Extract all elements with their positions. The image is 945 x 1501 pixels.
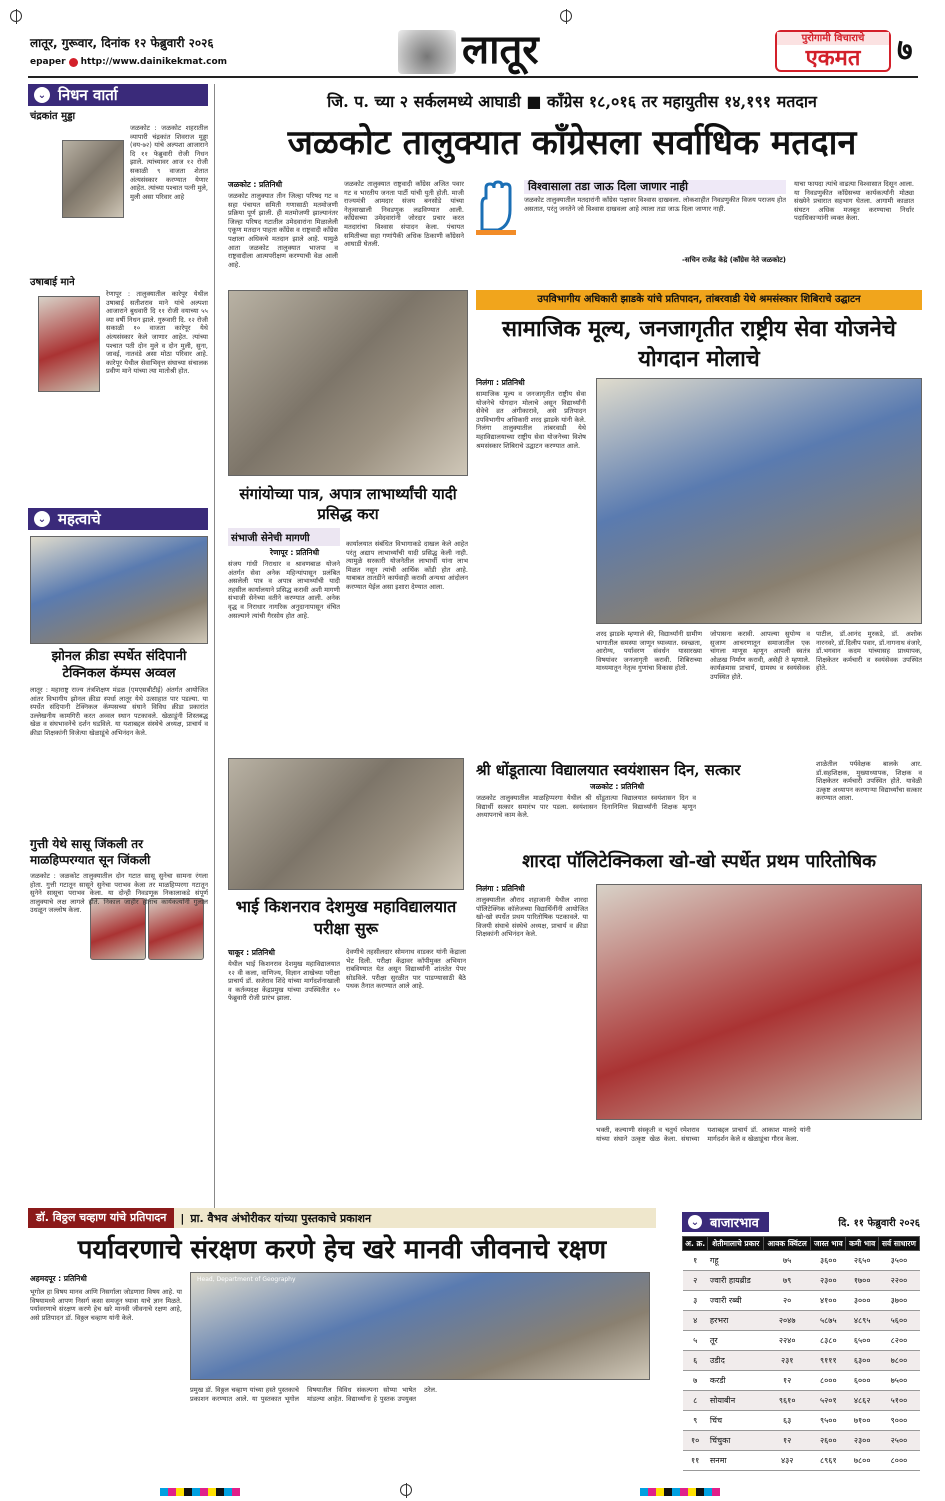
- table-cell: २६००: [811, 1431, 846, 1451]
- env-kicker: प्रा. वैभव अंभोरीकर यांच्या पुस्तकाचे प्रकाशन: [190, 1211, 372, 1225]
- lead-column: जळकोट तालुक्यात राष्ट्रवादी काँग्रेस अजित पवार गट व भारतीय जनता पार्टी यांची युती होती. माजी राज्यमंत्री आमदार संजय बनसोडे यांच्या नेतृत्वाखाली निवडणूक लढविण्यात आली. काँग्रेसच्या उमेदवारांनी जोरदार प्रचार करत मतदारांचा विश्वास संपादन केला. पंचायत समितीच्या सहा गणांपैकी अधिक ठिकाणी काँग्रेसने आघाडी घेतली.: [344, 180, 464, 249]
- table-cell: ७५००: [878, 1371, 919, 1391]
- table-row: [683, 1331, 920, 1351]
- table-cell: ३७००: [878, 1291, 919, 1311]
- table-cell: १७००: [846, 1271, 878, 1291]
- column-divider: [214, 84, 215, 1222]
- kho-body: भक्ती, कल्याणी संस्कृती व चतुर्थ रमेशराव यांच्या संघाने उत्कृष्ट खेळ केला. संघाच्या यशाबद्दल प्राचार्य डॉ. आकाश मालदे यांनी मार्गदर्शन केले व खेळाडूंचा गौरव केला.: [596, 1126, 811, 1143]
- table-cell: ५: [683, 1331, 708, 1351]
- table-cell: ९६१०: [764, 1391, 811, 1411]
- lead-headline: जळकोट तालुक्यात काँग्रेसला सर्वाधिक मतदान: [287, 123, 857, 163]
- kho-team-photo: [596, 884, 922, 1120]
- table-cell: २: [683, 1271, 708, 1291]
- swayam-body: शाळेतील पर्यवेक्षक बालके आर. डॉ.सहशिक्षक, मुख्याध्यापक, शिक्षक व शिक्षकेतर कर्मचारी उपस्थित होते. यावेळी उत्कृष्ट अध्यापन करणाऱ्या विद्यार्थ्यांचा सत्कार करण्यात आला.: [816, 760, 922, 803]
- env-body: भूगोल हा विषय मानव आणि निसर्गाला जोडणारा विषय आहे. या विषयामध्ये आपण निसर्ग कसा समजून घ्यावा याचे ज्ञान मिळते. पर्यावरणाचे संरक्षण करणे हेच खरे मानवी जीवनाचे रक्षण आहे, असे प्रतिपादन डॉ. विठ्ठल चव्हाण यांनी केले.: [30, 1288, 182, 1322]
- table-cell: करडी: [708, 1371, 764, 1391]
- table-cell: ७८००: [846, 1451, 878, 1471]
- table-cell: ८२००: [878, 1331, 919, 1351]
- market-label-bar: [682, 1212, 769, 1232]
- obituary-label: निधन वार्ता: [58, 86, 118, 104]
- website-link[interactable]: http://www.dainikekmat.com: [80, 57, 228, 67]
- masthead-rule: [28, 76, 918, 78]
- table-cell: ७१००: [846, 1411, 878, 1431]
- globe-icon: [69, 58, 78, 67]
- sangay-body: संजय गांधी निराधार व श्रावणबाळ योजने अंतर्गत सेवा अनेक महिन्यांपासून प्रलंबित असलेली पात्र व अपात्र लाभार्थ्यांची यादी तहसील कार्यालयाने प्रसिद्ध करावी अशी मागणी संभाजी सेनेच्या वतीने करण्यात आली. अनेक वृद्ध व निराधार नागरिक अनुदानापासून वंचित असल्याने त्यांची गैरसोय होत आहे.: [228, 560, 340, 620]
- chevron-down-icon: ⌄: [34, 87, 50, 103]
- exam-body: येथील भाई किशनराव देशमुख महाविद्यालयात १२ वी कला, वाणिज्य, विज्ञान शाखेच्या परीक्षा प्राचार्य डॉ. सजेराव शिंदे यांच्या मार्गदर्शनाखाली व कर्तव्यदक्ष केंद्रप्रमुख यांच्या उपस्थितीत १० फेब्रुवारी रोजी प्रारंभ झाला.: [228, 960, 340, 1003]
- book-launch-photo: [190, 1272, 650, 1380]
- table-cell: चिंचुका: [708, 1431, 764, 1451]
- table-cell: ८९६१: [811, 1451, 846, 1471]
- table-cell: ९५००: [811, 1411, 846, 1431]
- column-header: शेतीमालाचे प्रकार: [708, 1237, 764, 1251]
- table-cell: ७८००: [878, 1351, 919, 1371]
- env-kicker-bar: [28, 1208, 656, 1228]
- market-box: [682, 1212, 920, 1472]
- market-label: बाजारभाव: [710, 1216, 759, 1231]
- lead-byline: जळकोट : प्रतिनिधी: [228, 180, 283, 189]
- quote-body: जळकोट तालुक्यातील मतदारांनी काँग्रेस पक्षावर विश्वास दाखवला. लोकशाहीत निवडणुकीत विजय पराजय होत असतात, परंतु जनतेने जो विश्वास दाखवला आहे त्याला तडा जाऊ दिला जाणार नाही.: [524, 196, 786, 213]
- table-cell: ज्वारी हायब्रीड: [708, 1271, 764, 1291]
- table-row: [683, 1251, 920, 1271]
- table-cell: उडीद: [708, 1351, 764, 1371]
- banner-text: Head, Department of Geography: [197, 1276, 296, 1283]
- swayam-headline: श्री धोंडूतात्या विद्यालयात स्वयंशासन दिन, सत्कार: [476, 761, 741, 779]
- lead-column: जळकोट तालुक्यात तीन जिल्हा परिषद गट व सहा पंचायत समिती गणासाठी मतमोजणी प्रक्रिया पूर्ण झाली. ही मतमोजणी झाल्यानंतर जिल्हा परिषद गटातील उमेदवारांना मिळालेली एकूण मतदान पाहता काँग्रेस व राष्ट्रवादी काँग्रेस पक्षाला अधिकचे मतदान झाले आहे. यामुळे आता जळकोट तालुक्यात भाजपा व राष्ट्रवादीला आत्मपरीक्षण करण्याची वेळ आली आहे.: [228, 192, 338, 269]
- table-cell: ६३: [764, 1411, 811, 1431]
- market-header: [682, 1212, 920, 1232]
- env-headline: पर्यावरणाचे संरक्षण करणे हेच खरे मानवी जीवनाचे रक्षण: [77, 1235, 607, 1265]
- column-header: आवक क्विंटल: [764, 1237, 811, 1251]
- brand-logo: [775, 30, 891, 72]
- kho-byline: निलंगा : प्रतिनिधी: [476, 884, 525, 893]
- table-cell: ५१००: [878, 1391, 919, 1411]
- quote-box: [524, 180, 786, 278]
- nss-headline: सामाजिक मूल्य, जनजागृतीत राष्ट्रीय सेवा योजनेचे योगदान मोलाचे: [502, 316, 896, 372]
- table-cell: ८०००: [811, 1371, 846, 1391]
- table-cell: सनमा: [708, 1451, 764, 1471]
- quote-attribution: -सचिन राजेंद्र केंद्रे (काँग्रेस नेते जळकोट): [681, 256, 786, 264]
- chevron-down-icon: ⌄: [688, 1215, 702, 1229]
- table-cell: ४३२: [764, 1451, 811, 1471]
- column-header: जास्त भाव: [811, 1237, 846, 1251]
- table-cell: ८०००: [878, 1451, 919, 1471]
- table-cell: ४८६२: [846, 1391, 878, 1411]
- nss-event-photo: [596, 378, 922, 624]
- brand-name: एकमत: [805, 45, 861, 71]
- sangay-subheading: संभाजी सेनेची मागणी: [228, 528, 340, 546]
- table-cell: १२: [764, 1371, 811, 1391]
- congress-hand-icon: [472, 180, 520, 236]
- sangay-byline: रेणापूर : प्रतिनिधी: [270, 548, 320, 557]
- table-cell: ५८७५: [811, 1311, 846, 1331]
- section-title: लातूर: [462, 26, 539, 73]
- obituary-label-bar: [28, 84, 208, 106]
- table-row: [683, 1451, 920, 1471]
- table-cell: ३६००: [811, 1251, 846, 1271]
- congress-hand-icon: [472, 180, 520, 236]
- epaper-line: [30, 57, 227, 67]
- table-cell: २०: [764, 1291, 811, 1311]
- sports-team-photo: [30, 536, 208, 644]
- table-cell: ४: [683, 1311, 708, 1331]
- table-cell: ७५: [764, 1251, 811, 1271]
- table-cell: २२००: [878, 1271, 919, 1291]
- registration-mark-icon: [400, 1484, 412, 1496]
- chevron-down-icon: ⌄: [34, 511, 50, 527]
- obituary-body: रेणापूर : तालुक्यातील कारेपूर येथील उषाबाई सतीशराव माने यांचे अल्पशा आजाराने बुधवारी दि ११ रोजी वयाच्या ५५ व्या वर्षी निधन झाले. गुरूवारी दि. १२ रोजी सकाळी १० वाजता कारेपूर येथे अंत्यसंस्कार केले जाणार आहेत. त्यांच्या पश्चात पती दोन मुले व दोन मुली, सुना, जावई, नातवंडे असा मोठा परिवार आहे. कारेपूर येथील सेवाभिवृत्त संघाच्या संचालक प्रवीण माने यांच्या त्या मातोश्री होत.: [106, 290, 208, 376]
- column-header: अ. क्र.: [683, 1237, 708, 1251]
- brand-tagline: पुरोगामी विचाराचे: [777, 32, 889, 45]
- table-cell: ९: [683, 1411, 708, 1431]
- column-header: कमी भाव: [846, 1237, 878, 1251]
- table-cell: ८३८०: [811, 1331, 846, 1351]
- table-cell: ४१००: [811, 1291, 846, 1311]
- table-cell: ११: [683, 1451, 708, 1471]
- nss-byline: निलंगा : प्रतिनिधी: [476, 378, 525, 387]
- obituary-name: उषाबाई माने: [30, 277, 75, 288]
- registration-mark-icon: [10, 10, 22, 22]
- exam-headline: भाई किशनराव देशमुख महाविद्यालयात परीक्षा सुरू: [235, 897, 457, 938]
- table-cell: २३००: [846, 1431, 878, 1451]
- story-body: लातूर : महाराष्ट्र राज्य तंत्रशिक्षण मंडळ (एमएसबीटीई) अंतर्गत आयोजित आंतर विभागीय झोनल क्रीडा स्पर्धा लातूर येथे उत्साहात पार पडल्या. या स्पर्धेत संदिपानी टेक्निकल कॅम्पसच्या संघाने विविध क्रीडा प्रकारांत उल्लेखनीय कामगिरी करत अव्वल स्थान पटकावले. खेळाडूंनी शिस्तबद्ध खेळ व संघभावनेचे दर्शन घडविले. या यशाबद्दल संस्थेचे अध्यक्ष, प्राचार्य व क्रीडा शिक्षकांनी विजेत्या खेळाडूंचे अभिनंदन केले.: [30, 686, 208, 737]
- table-cell: ६०००: [846, 1371, 878, 1391]
- table-cell: ६३००: [846, 1351, 878, 1371]
- story-body: जळकोट : जळकोट तालुक्यातील दोन गटात सासू सुनेचा सामना रंगला होता. गुत्ती गटातून सासूने सुनेचा पराभव केला तर माळहिप्परगा गटातून सुनेने सासूचा पराभव केला. या दोन्ही निवडणूक निकालाकडे संपूर्ण तालुक्याचे लक्ष लागले होते. निकाल जाहीर होताच कार्यकर्त्यांनी गुलाल उधळून जल्लोष केला.: [30, 872, 208, 915]
- sangay-body: कार्यालयात संबंधित विभागाकडे दाखल केले आहेत परंतु अद्याप लाभार्थ्यांची यादी प्रसिद्ध केली नाही. त्यामुळे सरकारी योजनेतील लाभार्थी यांना लाभ मिळत नसून त्यांची आर्थिक कोंडी होत आहे. याबाबत तातडीने कार्यवाही करावी अन्यथा आंदोलन करण्यात येईल असा इशारा देण्यात आला.: [346, 540, 468, 591]
- exam-photo: [228, 758, 464, 890]
- table-cell: ९१११: [811, 1351, 846, 1371]
- swayam-byline: जळकोट : प्रतिनिधी: [590, 782, 645, 791]
- env-body: प्रमुख डॉ. विठ्ठल चव्हाण यांच्या हस्ते पुस्तकाचे प्रकाशन करण्यात आले. या पुस्तकात भूगोल विषयातील विविध संकल्पना सोप्या भाषेत मांडल्या आहेत. विद्यार्थ्यांना हे पुस्तक उपयुक्त ठरेल.: [190, 1386, 438, 1403]
- color-bar: [160, 1488, 240, 1496]
- table-cell: हरभरा: [708, 1311, 764, 1331]
- table-cell: ३: [683, 1291, 708, 1311]
- table-cell: १२: [764, 1431, 811, 1451]
- color-bar: [640, 1488, 720, 1496]
- table-row: [683, 1391, 920, 1411]
- table-cell: २३१: [764, 1351, 811, 1371]
- swayam-body: जळकोट तालुक्यातील माळहिप्परगा येथील श्री धोंडूतात्या विद्यालयात स्वयंशासन दिन व विद्यार्थी सत्कार समारंभ पार पडला. स्वयंशासन दिनानिमित्त विद्यार्थ्यांनी शिक्षक म्हणून अध्यापनाचे काम केले.: [476, 794, 696, 820]
- important-label-bar: [28, 508, 208, 530]
- table-cell: ज्वारी रब्बी: [708, 1291, 764, 1311]
- nss-body: जोपासना करावी. आपल्या सुयोग्य व सुजाण आचरणातून समाजातील एक चांगला माणूस म्हणून आपली स्वतंत्र ओळख निर्माण करावी, असेही ते म्हणाले. कार्यक्रमास प्राचार्य, ग्रामस्थ व स्वयंसेवक उपस्थित होते.: [710, 630, 810, 681]
- lead-kicker: जि. प. च्या २ सर्कलमध्ये आघाडी ■ काँग्रेस १८,०१६ तर महायुतीस १४,१९१ मतदान: [327, 92, 817, 111]
- market-table: [682, 1236, 920, 1471]
- table-cell: ६५००: [846, 1331, 878, 1351]
- page-number: ७: [897, 33, 913, 68]
- table-cell: ४८९५: [846, 1311, 878, 1331]
- table-cell: १०: [683, 1431, 708, 1451]
- delegation-photo: [228, 290, 468, 476]
- table-cell: २५००: [878, 1431, 919, 1451]
- sangay-headline: संगांयोच्या पात्र, अपात्र लाभार्थ्यांची यादी प्रसिद्ध करा: [239, 485, 457, 523]
- story-headline: गुत्ती येथे सासू जिंकली तर माळहिप्परग्यात सून जिंकली: [30, 837, 151, 867]
- table-cell: चिंच: [708, 1411, 764, 1431]
- nss-body: सामाजिक मूल्य व जनजागृतीत राष्ट्रीय सेवा योजनेचे योगदान मोलाचे असून विद्यार्थ्यांनी सेवेचे व्रत अंगीकारावे, असे प्रतिपादन उपविभागीय अधिकारी शरद झाडके यांनी केले. निलंगा तालुक्यातील तांबरवाडी येथे महाविद्यालयाच्या राष्ट्रीय सेवा योजनेच्या विशेष श्रमसंस्कार शिबिराचे उद्घाटन करण्यात आले.: [476, 390, 586, 450]
- table-cell: २०४७: [764, 1311, 811, 1331]
- obituary-body: जळकोट : जळकोट शहरातील व्यापारी चंद्रकांत शिवराज मुड्डा (वय-७२) यांचे अल्पशा आजाराने दि ११ फेब्रुवारी रोजी निधन झाले. त्यांच्यावर आज १२ रोजी सकाळी ९ वाजता शेतात अंत्यसंस्कार करण्यात येणार आहेत. त्यांच्या पश्चात पत्नी मुले, मुली असा परिवार आहे: [130, 124, 208, 201]
- table-row: [683, 1291, 920, 1311]
- city-emblem-icon: [398, 30, 456, 74]
- table-row: [683, 1431, 920, 1451]
- lead-column: याचा फायदा त्यांचे वाढत्या विश्वासात दिसून आला. या निवडणुकीत काँग्रेसच्या कार्यकर्त्यांनी मोठ्या संख्येने प्रचारात सहभाग घेतला. आगामी काळात संघटन अधिक मजबूत करण्याचा निर्धार पदाधिकाऱ्यांनी व्यक्त केला.: [794, 180, 914, 223]
- table-row: [683, 1411, 920, 1431]
- table-row: [683, 1351, 920, 1371]
- table-row: [683, 1311, 920, 1331]
- table-cell: तूर: [708, 1331, 764, 1351]
- market-date: दि. ११ फेब्रुवारी २०२६: [838, 1218, 920, 1229]
- nss-kicker: उपविभागीय अधिकारी झाडके यांचे प्रतिपादन, तांबरवाडी येथे श्रमसंस्कार शिबिराचे उद्घाटन: [476, 290, 922, 310]
- table-cell: ८: [683, 1391, 708, 1411]
- table-cell: १: [683, 1251, 708, 1271]
- table-row: [683, 1271, 920, 1291]
- table-cell: ३०००: [846, 1291, 878, 1311]
- obituary-item: [30, 276, 208, 488]
- table-cell: २६५०: [846, 1251, 878, 1271]
- table-cell: सोयाबीन: [708, 1391, 764, 1411]
- obituary-item: [30, 110, 208, 270]
- table-cell: ७: [683, 1371, 708, 1391]
- exam-body: देवणीचे तहसीलदार सोमनाथ वाडकर यांनी केंद्राला भेट दिली. परीक्षा केंद्रावर कॉपीमुक्त अभियान राबविण्यात येत असून विद्यार्थ्यांनी शांततेत पेपर सोडविले. परीक्षा सुरळीत पार पाडण्यासाठी बैठे पथक तैनात करण्यात आले आहे.: [346, 948, 466, 991]
- nss-body: शरद झाडके म्हणाले की, विद्यार्थ्यांनी ग्रामीण भागातील समस्या जाणून घ्याव्यात. स्वच्छता, आरोग्य, पर्यावरण संवर्धन यासारख्या विषयांवर जनजागृती करावी. शिबिराच्या माध्यमातून नेतृत्व गुणांचा विकास होतो.: [596, 630, 702, 673]
- epaper-label: epaper: [30, 57, 66, 67]
- quote-title: विश्वासाला तडा जाऊ दिला जाणार नाही: [524, 180, 786, 194]
- table-cell: ५२०१: [811, 1391, 846, 1411]
- table-header-row: [683, 1237, 920, 1251]
- table-cell: ९०००: [878, 1411, 919, 1431]
- table-cell: २३००: [811, 1271, 846, 1291]
- table-cell: गहू: [708, 1251, 764, 1271]
- story-headline: झोनल क्रीडा स्पर्धेत संदिपानी टेक्निकल कॅम्पस अव्वल: [51, 649, 187, 681]
- nss-body: पाटील, डॉ.आनंद मुरकडे, डॉ. अशोक नारनवरे, डॉ.दिलीप पवार, डॉ.नागनाथ वंजारे, डॉ.भगवान कदम यांच्यासह प्राध्यापक, शिक्षकेतर कर्मचारी व स्वयंसेवक उपस्थित होते.: [816, 630, 922, 673]
- env-byline: अहमदपूर : प्रतिनिधी: [30, 1274, 87, 1283]
- masthead: [0, 0, 945, 80]
- table-cell: ६: [683, 1351, 708, 1371]
- registration-mark-icon: [560, 10, 572, 22]
- table-cell: ५६००: [878, 1311, 919, 1331]
- important-label: महत्वाचे: [58, 510, 101, 528]
- table-cell: २२४०: [764, 1331, 811, 1351]
- table-cell: ३५००: [878, 1251, 919, 1271]
- kho-body: तालुक्यातील औराद शहाजानी येथील शारदा पॉलिटेक्निक कॉलेजच्या विद्यार्थिनींनी आयोजित खो-खो स्पर्धेत प्रथम पारितोषिक पटकावले. या विजयी संघाचे संस्थेचे अध्यक्ष, प्राचार्य व क्रीडा शिक्षकांनी अभिनंदन केले.: [476, 896, 588, 939]
- table-row: [683, 1371, 920, 1391]
- kho-headline: शारदा पॉलिटेक्निकला खो-खो स्पर्धेत प्रथम पारितोषिक: [522, 851, 876, 872]
- exam-byline: चाकूर : प्रतिनिधी: [228, 948, 275, 957]
- column-header: सर्व साधारण: [878, 1237, 919, 1251]
- dateline: लातूर, गुरूवार, दिनांक १२ फेब्रुवारी २०२६: [30, 36, 214, 50]
- table-cell: ७९: [764, 1271, 811, 1291]
- env-kicker: डॉ. विठ्ठल चव्हाण यांचे प्रतिपादन: [28, 1208, 174, 1228]
- obituary-name: चंद्रकांत मुड्डा: [30, 111, 76, 122]
- separator-icon: |: [180, 1211, 185, 1225]
